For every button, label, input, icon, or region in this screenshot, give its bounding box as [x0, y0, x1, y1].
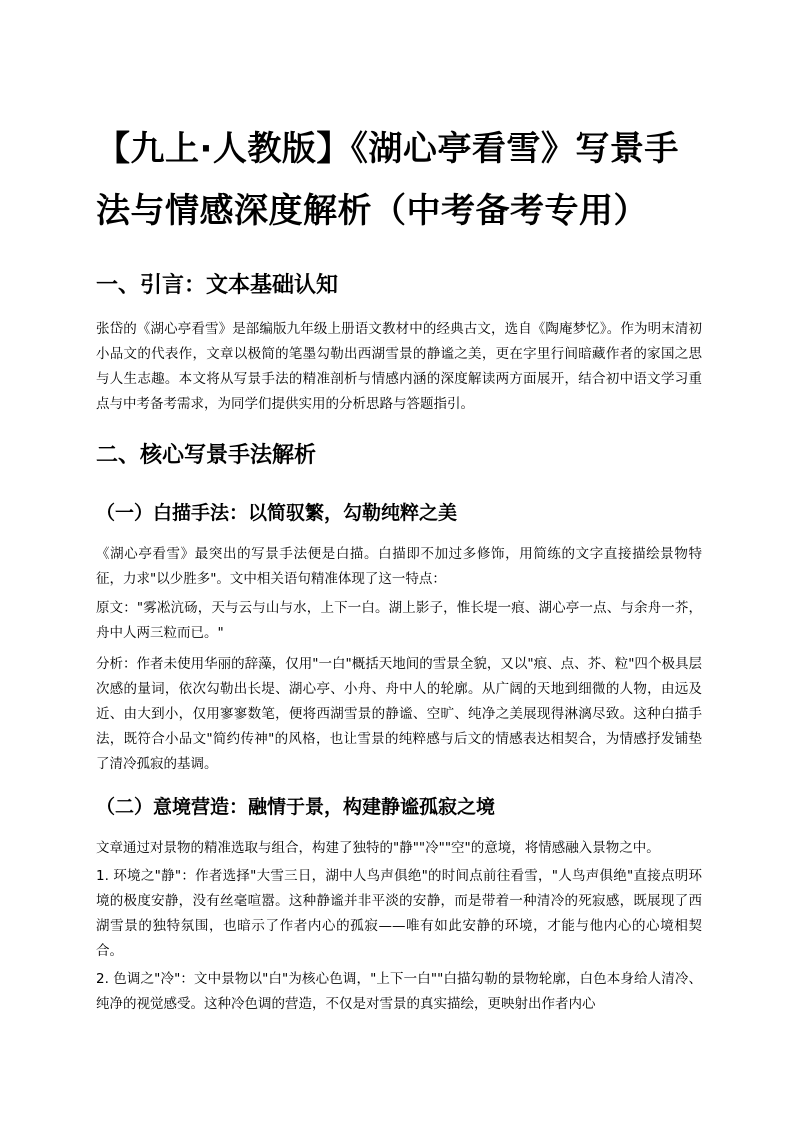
- paragraph-baimiao-intro: 《湖心亭看雪》最突出的写景手法便是白描。白描即不加过多修饰，用简练的文字直接描绘景物特征，力求"以少胜多"。文中相关语句精准体现了这一特点：: [96, 546, 702, 587]
- paragraph-environment-quiet: 1. 环境之"静"：作者选择"大雪三日，湖中人鸟声俱绝"的时间点前往看雪，"人鸟声俱绝"直接点明环境的极度安静，没有丝毫喧嚣。这种静谧并非平淡的安静，而是带着一种清冷的死寂感，既展现了西湖雪景的独特氛围，也暗示了作者内心的孤寂——唯有如此安静的环境，才能与他内心的心境相契合。: [96, 868, 702, 959]
- paragraph-color-cold: 2. 色调之"冷"：文中景物以"白"为核心色调，"上下一白""白描勾勒的景物轮廓，白色本身给人清冷、纯净的视觉感受。这种冷色调的营造，不仅是对雪景的真实描绘，更映射出作者内心: [96, 971, 702, 1012]
- paragraph-intro: 张岱的《湖心亭看雪》是部编版九年级上册语文教材中的经典古文，选自《陶庵梦忆》。作为明末清初小品文的代表作，文章以极简的笔墨勾勒出西湖雪景的静谧之美，更在字里行间暗藏作者的家国之思与人生志趣。本文将从写景手法的精准剖析与情感内涵的深度解读两方面展开，结合初中语文学习重点与中考备考需求，为同学们提供实用的分析思路与答题指引。: [96, 321, 702, 412]
- paragraph-original-quote: 原文："雾凇沆砀，天与云与山与水，上下一白。湖上影子，惟长堤一痕、湖心亭一点、与余舟一芥，舟中人两三粒而已。": [96, 600, 702, 641]
- section-heading-intro: 一、引言：文本基础认知: [96, 273, 339, 298]
- section-heading-techniques: 二、核心写景手法解析: [96, 443, 317, 468]
- document-title: 【九上·人教版】《湖心亭看雪》写景手法与情感深度解析（中考备考专用）: [96, 129, 679, 231]
- paragraph-baimiao-analysis: 分析：作者未使用华丽的辞藻，仅用"一白"概括天地间的雪景全貌，又以"痕、点、芥、粒"四个极具层次感的量词，依次勾勒出长堤、湖心亭、小舟、舟中人的轮廓。从广阔的天地到细微的人物，由远及近、由大到小，仅用寥寥数笔，便将西湖雪景的静谧、空旷、纯净之美展现得淋漓尽致。这种白描手法，既符合小品文"简约传神"的风格，也让雪景的纯粹感与后文的情感表达相契合，为情感抒发铺垫了清冷孤寂的基调。: [96, 656, 702, 772]
- paragraph-yijing-intro: 文章通过对景物的精准选取与组合，构建了独特的"静""冷""空"的意境，将情感融入景物之中。: [96, 840, 660, 856]
- subsection-heading-baimiao: （一）白描手法：以简驭繁，勾勒纯粹之美: [96, 502, 458, 524]
- subsection-heading-yijing: （二）意境营造：融情于景，构建静谧孤寂之境: [96, 796, 496, 818]
